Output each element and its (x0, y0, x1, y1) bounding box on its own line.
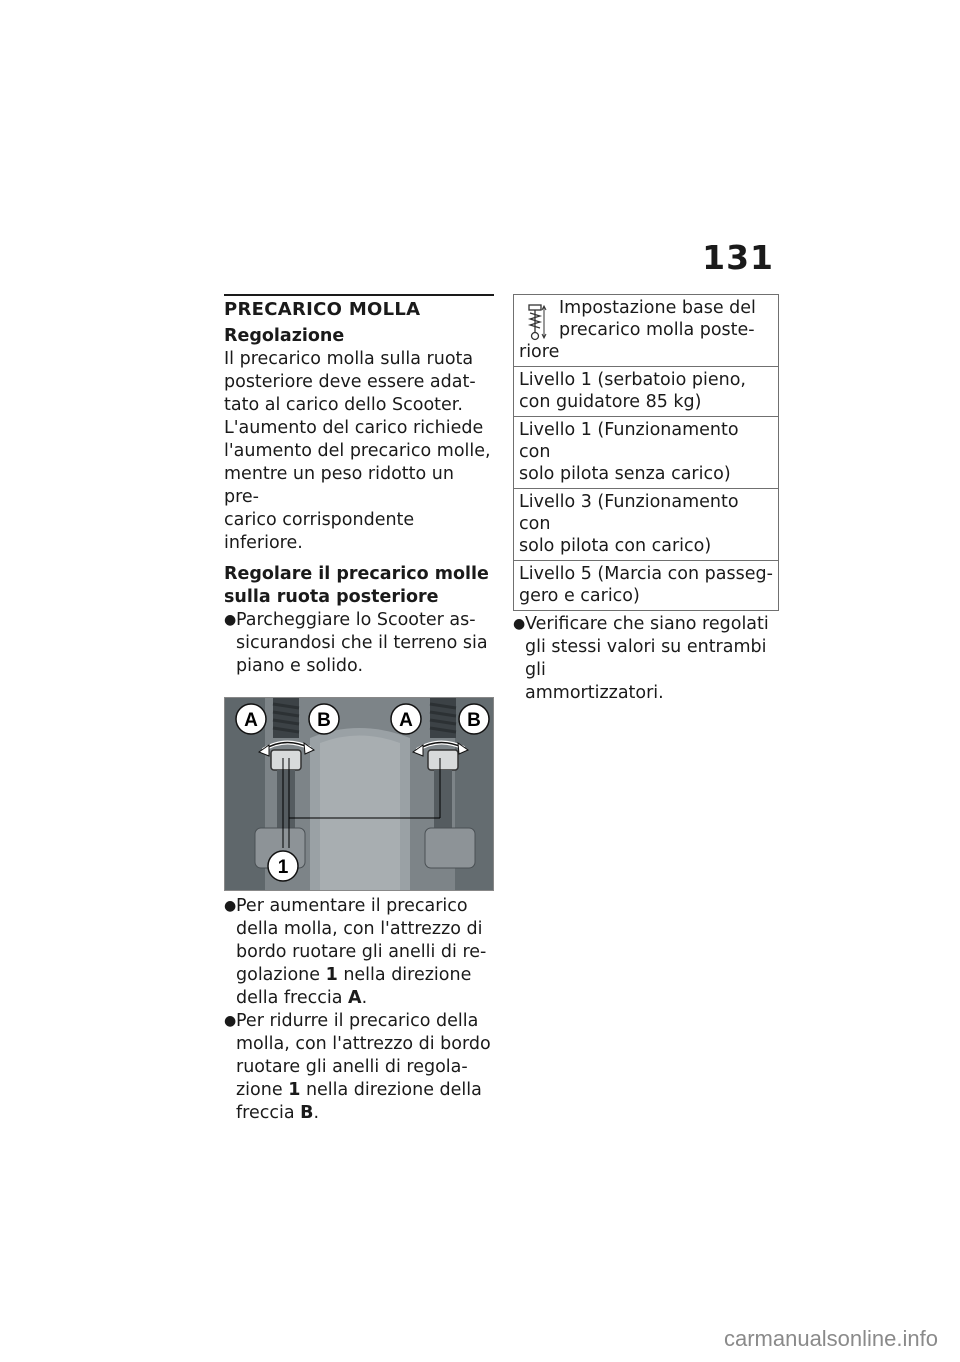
bullet-line: della molla, con l'attrezzo di (236, 919, 483, 939)
subheading-regolare (224, 563, 494, 609)
bullet-line: gli stessi valori su entrambi gli (525, 637, 767, 680)
paragraph-line: tato al carico dello Scooter. (224, 395, 463, 415)
label-a: A (399, 710, 413, 731)
paragraph-line: mentre un peso ridotto un pre- (224, 464, 454, 507)
bullet-icon: ● (224, 1013, 237, 1029)
cell-line: Livello 1 (serbatoio pieno, (519, 370, 746, 390)
table-cell (514, 417, 779, 489)
intro-paragraph (224, 348, 494, 555)
subheading-line: sulla ruota posteriore (224, 587, 439, 607)
bullet-list-park (224, 609, 494, 678)
callout-a-left (236, 704, 266, 734)
watermark: carmanualsonline.info (723, 1326, 938, 1351)
callout-b-right (459, 704, 489, 734)
cell-line: Livello 3 (Funzionamento con (519, 492, 739, 534)
bullet-line: Verificare che siano regolati (525, 614, 769, 634)
shock-absorber-illustration (225, 698, 493, 890)
label-a: A (244, 710, 258, 731)
bullet-list-adjust (224, 895, 494, 1125)
left-column (224, 294, 494, 1125)
bullet-icon: ● (224, 898, 237, 914)
bullet-line: molla, con l'attrezzo di bordo (236, 1034, 491, 1054)
callout-b-left (309, 704, 339, 734)
paragraph-line: posteriore deve essere adat- (224, 372, 476, 392)
callout-1 (268, 851, 298, 881)
bullet-line: bordo ruotare gli anelli di re- (236, 942, 487, 962)
subheading-line: Regolare il precarico molle (224, 564, 489, 584)
table-header-row (514, 295, 779, 367)
shock-absorber-figure (224, 697, 494, 891)
cell-line: solo pilota con carico) (519, 536, 712, 556)
subheading-regolazione: Regolazione (224, 326, 345, 346)
table-row (514, 417, 779, 489)
bullet-line: zione 1 nella direzione della (236, 1080, 482, 1100)
bullet-list-verify (513, 613, 779, 705)
section-rule (224, 294, 494, 296)
spring-preload-table (513, 294, 779, 611)
table-row (514, 489, 779, 561)
bullet-line: ruotare gli anelli di regola- (236, 1057, 468, 1077)
page-number: 131 (702, 238, 774, 277)
ref-1: 1 (325, 965, 338, 985)
bullet-item-verify (513, 613, 779, 705)
paragraph-line: l'aumento del precarico molle, (224, 441, 491, 461)
section-title: PRECARICO MOLLA (224, 299, 421, 320)
right-column (513, 294, 779, 705)
bullet-icon: ● (513, 616, 526, 632)
ref-b: B (300, 1103, 314, 1123)
bullet-item-park (224, 609, 494, 678)
table-header-cell (514, 295, 779, 367)
cell-line: con guidatore 85 kg) (519, 392, 702, 412)
callout-a-right (391, 704, 421, 734)
cell-line: Livello 1 (Funzionamento con (519, 420, 739, 462)
ref-a: A (348, 988, 362, 1008)
table-header-line: riore (519, 342, 560, 362)
table-cell (514, 561, 779, 611)
bullet-item-decrease (224, 1010, 494, 1125)
bullet-line: della freccia A. (236, 988, 368, 1008)
label-b: B (317, 710, 331, 731)
label-b: B (467, 710, 481, 731)
bullet-line: ammortizzatori. (525, 683, 664, 703)
cell-line: gero e carico) (519, 586, 640, 606)
cell-line: Livello 5 (Marcia con passeg- (519, 564, 773, 584)
paragraph-line: carico corrispondente inferiore. (224, 510, 415, 553)
shock-absorber-icon (522, 303, 548, 343)
bullet-icon: ● (224, 612, 237, 628)
table-cell (514, 489, 779, 561)
paragraph-line: L'aumento del carico richiede (224, 418, 484, 438)
table-header-line: Impostazione base del (559, 298, 756, 318)
bullet-line: freccia B. (236, 1103, 320, 1123)
table-row (514, 367, 779, 417)
table-cell (514, 367, 779, 417)
paragraph-line: Il precarico molla sulla ruota (224, 349, 474, 369)
label-1: 1 (277, 857, 289, 878)
table-row (514, 561, 779, 611)
bullet-line: Per ridurre il precarico della (236, 1011, 479, 1031)
cell-line: solo pilota senza carico) (519, 464, 731, 484)
ref-1: 1 (288, 1080, 301, 1100)
bullet-line: sicurandosi che il terreno sia (236, 633, 488, 653)
table-header-line: precarico molla poste- (559, 320, 755, 340)
bullet-item-increase (224, 895, 494, 1010)
bullet-line: golazione 1 nella direzione (236, 965, 472, 985)
bullet-line: piano e solido. (236, 656, 364, 676)
bullet-line: Parcheggiare lo Scooter as- (236, 610, 476, 630)
bullet-line: Per aumentare il precarico (236, 896, 468, 916)
